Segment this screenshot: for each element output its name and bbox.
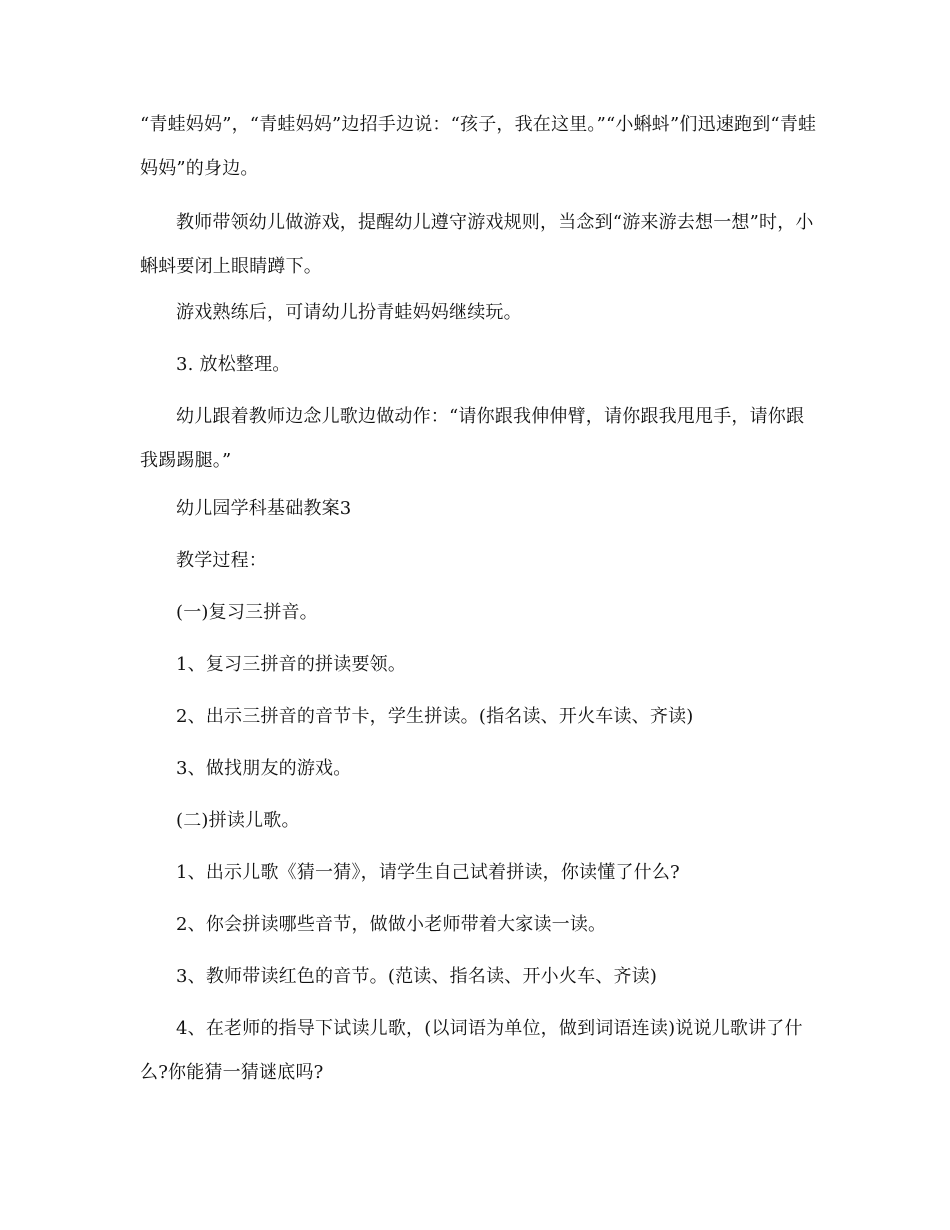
paragraph-game-familiar: 游戏熟练后，可请幼儿扮青蛙妈妈继续玩。 [176, 302, 522, 323]
paragraph-teacher-leads-game: 教师带领幼儿做游戏，提醒幼儿遵守游戏规则，当念到“游来游去想一想”时，小蝌蚪要闭上眼睛蹲下。 [140, 212, 814, 277]
heading-teaching-process: 教学过程： [176, 550, 267, 571]
document-title-lesson-plan-3: 幼儿园学科基础教案3 [176, 498, 352, 519]
list-item-rhyme-1: 1、出示儿歌《猜一猜》，请学生自己试着拼读，你读懂了什么? [176, 862, 680, 883]
paragraph-frog-mother-game: “青蛙妈妈”，“青蛙妈妈”边招手边说：“孩子，我在这里。”“小蝌蚪”们迅速跑到“青蛙妈妈”的身边。 [140, 114, 817, 179]
list-item-review-2: 2、出示三拼音的音节卡，学生拼读。(指名读、开火车读、齐读) [176, 706, 694, 727]
section-heading-relax: 3. 放松整理。 [176, 354, 291, 375]
list-item-rhyme-3: 3、教师带读红色的音节。(范读、指名读、开小火车、齐读) [176, 966, 658, 987]
section-heading-read-rhyme: (二)拼读儿歌。 [176, 810, 300, 831]
list-item-rhyme-2: 2、你会拼读哪些音节，做做小老师带着大家读一读。 [176, 914, 607, 935]
list-item-review-3: 3、做找朋友的游戏。 [176, 758, 352, 779]
list-item-rhyme-4: 4、在老师的指导下试读儿歌，(以词语为单位，做到词语连读)说说儿歌讲了什么?你能猜一猜谜底吗? [140, 1018, 803, 1083]
section-heading-review-pinyin: (一)复习三拼音。 [176, 602, 318, 623]
list-item-review-1: 1、复习三拼音的拼读要领。 [176, 654, 407, 675]
paragraph-children-rhyme: 幼儿跟着教师边念儿歌边做动作：“请你跟我伸伸臂，请你跟我甩甩手，请你跟我踢踢腿。” [140, 406, 805, 471]
